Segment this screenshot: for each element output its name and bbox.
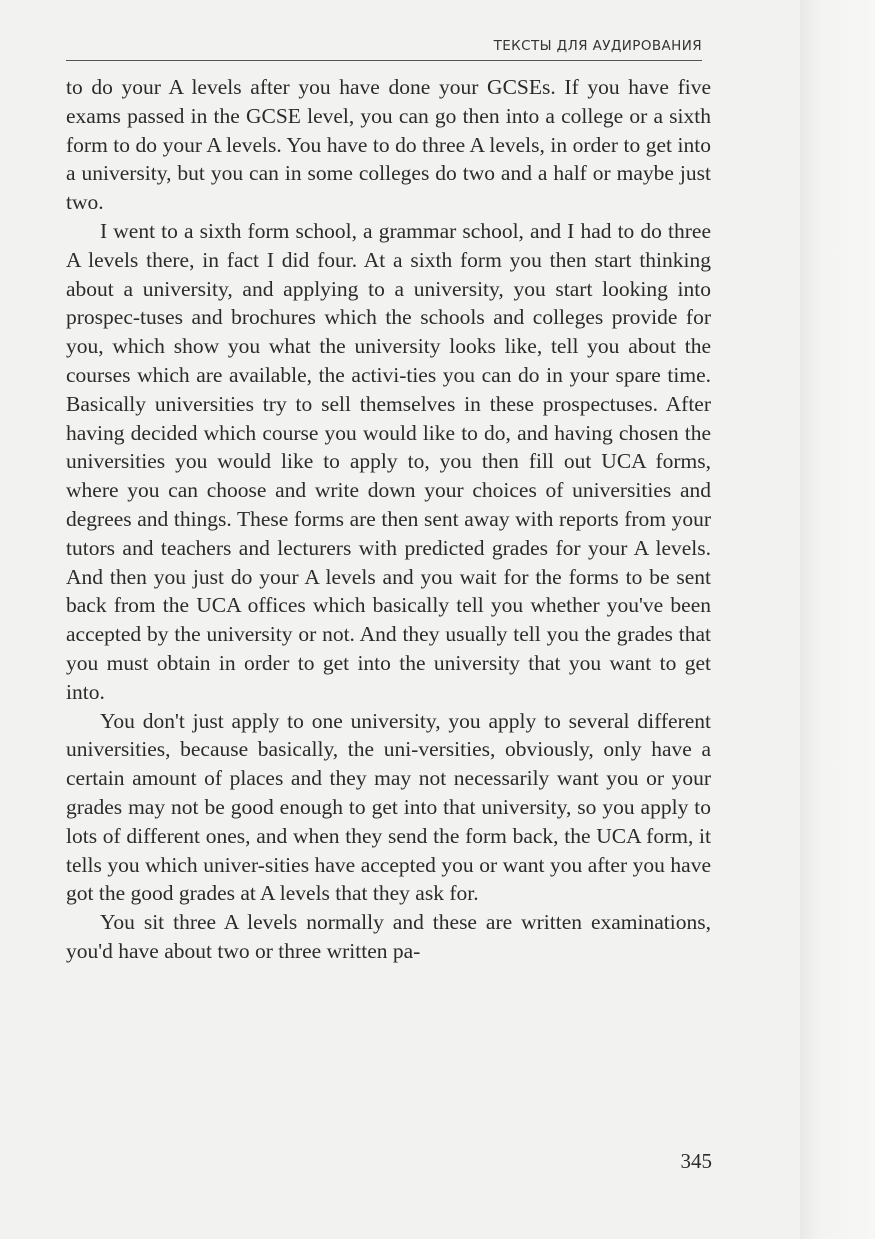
running-header: ТЕКСТЫ ДЛЯ АУДИРОВАНИЯ [66, 38, 702, 61]
page-number: 345 [680, 1149, 712, 1173]
paragraph-1: to do your A levels after you have done your GCSEs. If you have five exams passed in the GCSE level, you can go then into a college or a sixth form to do your A levels. You have to do three A levels, in order to get into a university, but you can in some colleges do two and a half or maybe just two. [66, 75, 711, 215]
paragraph-2: I went to a sixth form school, a grammar school, and I had to do three A levels there, in fact I did four. At a sixth form you then start thinking about a university, and applying to a university, you start looking into prospec-tuses and brochures which the schools and colleges provide for you, which show you what the university looks like, tell you about the courses which are available, the activi-ties you can do in your spare time. Basically universities try to sell themselves in these prospectuses. After having decided which course you would like to do, and having chosen the universities you would like to apply to, you then fill out UCA forms, where you can choose and write down your choices of universities and degrees and things. These forms are then sent away with reports from your tutors and teachers and lecturers with predicted grades for your A levels. And then you just do your A levels and you wait for the forms to be sent back from the UCA offices which basically tell you whether you've been accepted by the university or not. And they usually tell you the grades that you must obtain in order to get into the university that you want to get into. [66, 218, 711, 704]
paragraph-3: You don't just apply to one university, you apply to several different universities, because basically, the uni-versities, obviously, only have a certain amount of places and they may not necessarily want you or your grades may not be good enough to get into that university, so you apply to lots of different ones, and when they send the form back, the UCA form, it tells you which univer-sities have accepted you or want you after you have got the good grades at A levels that they ask for. [66, 708, 711, 906]
paragraph-4: You sit three A levels normally and these are written examinations, you'd have about two or three written pa- [66, 910, 711, 963]
page-edge [800, 0, 875, 1239]
body-text [66, 73, 711, 966]
